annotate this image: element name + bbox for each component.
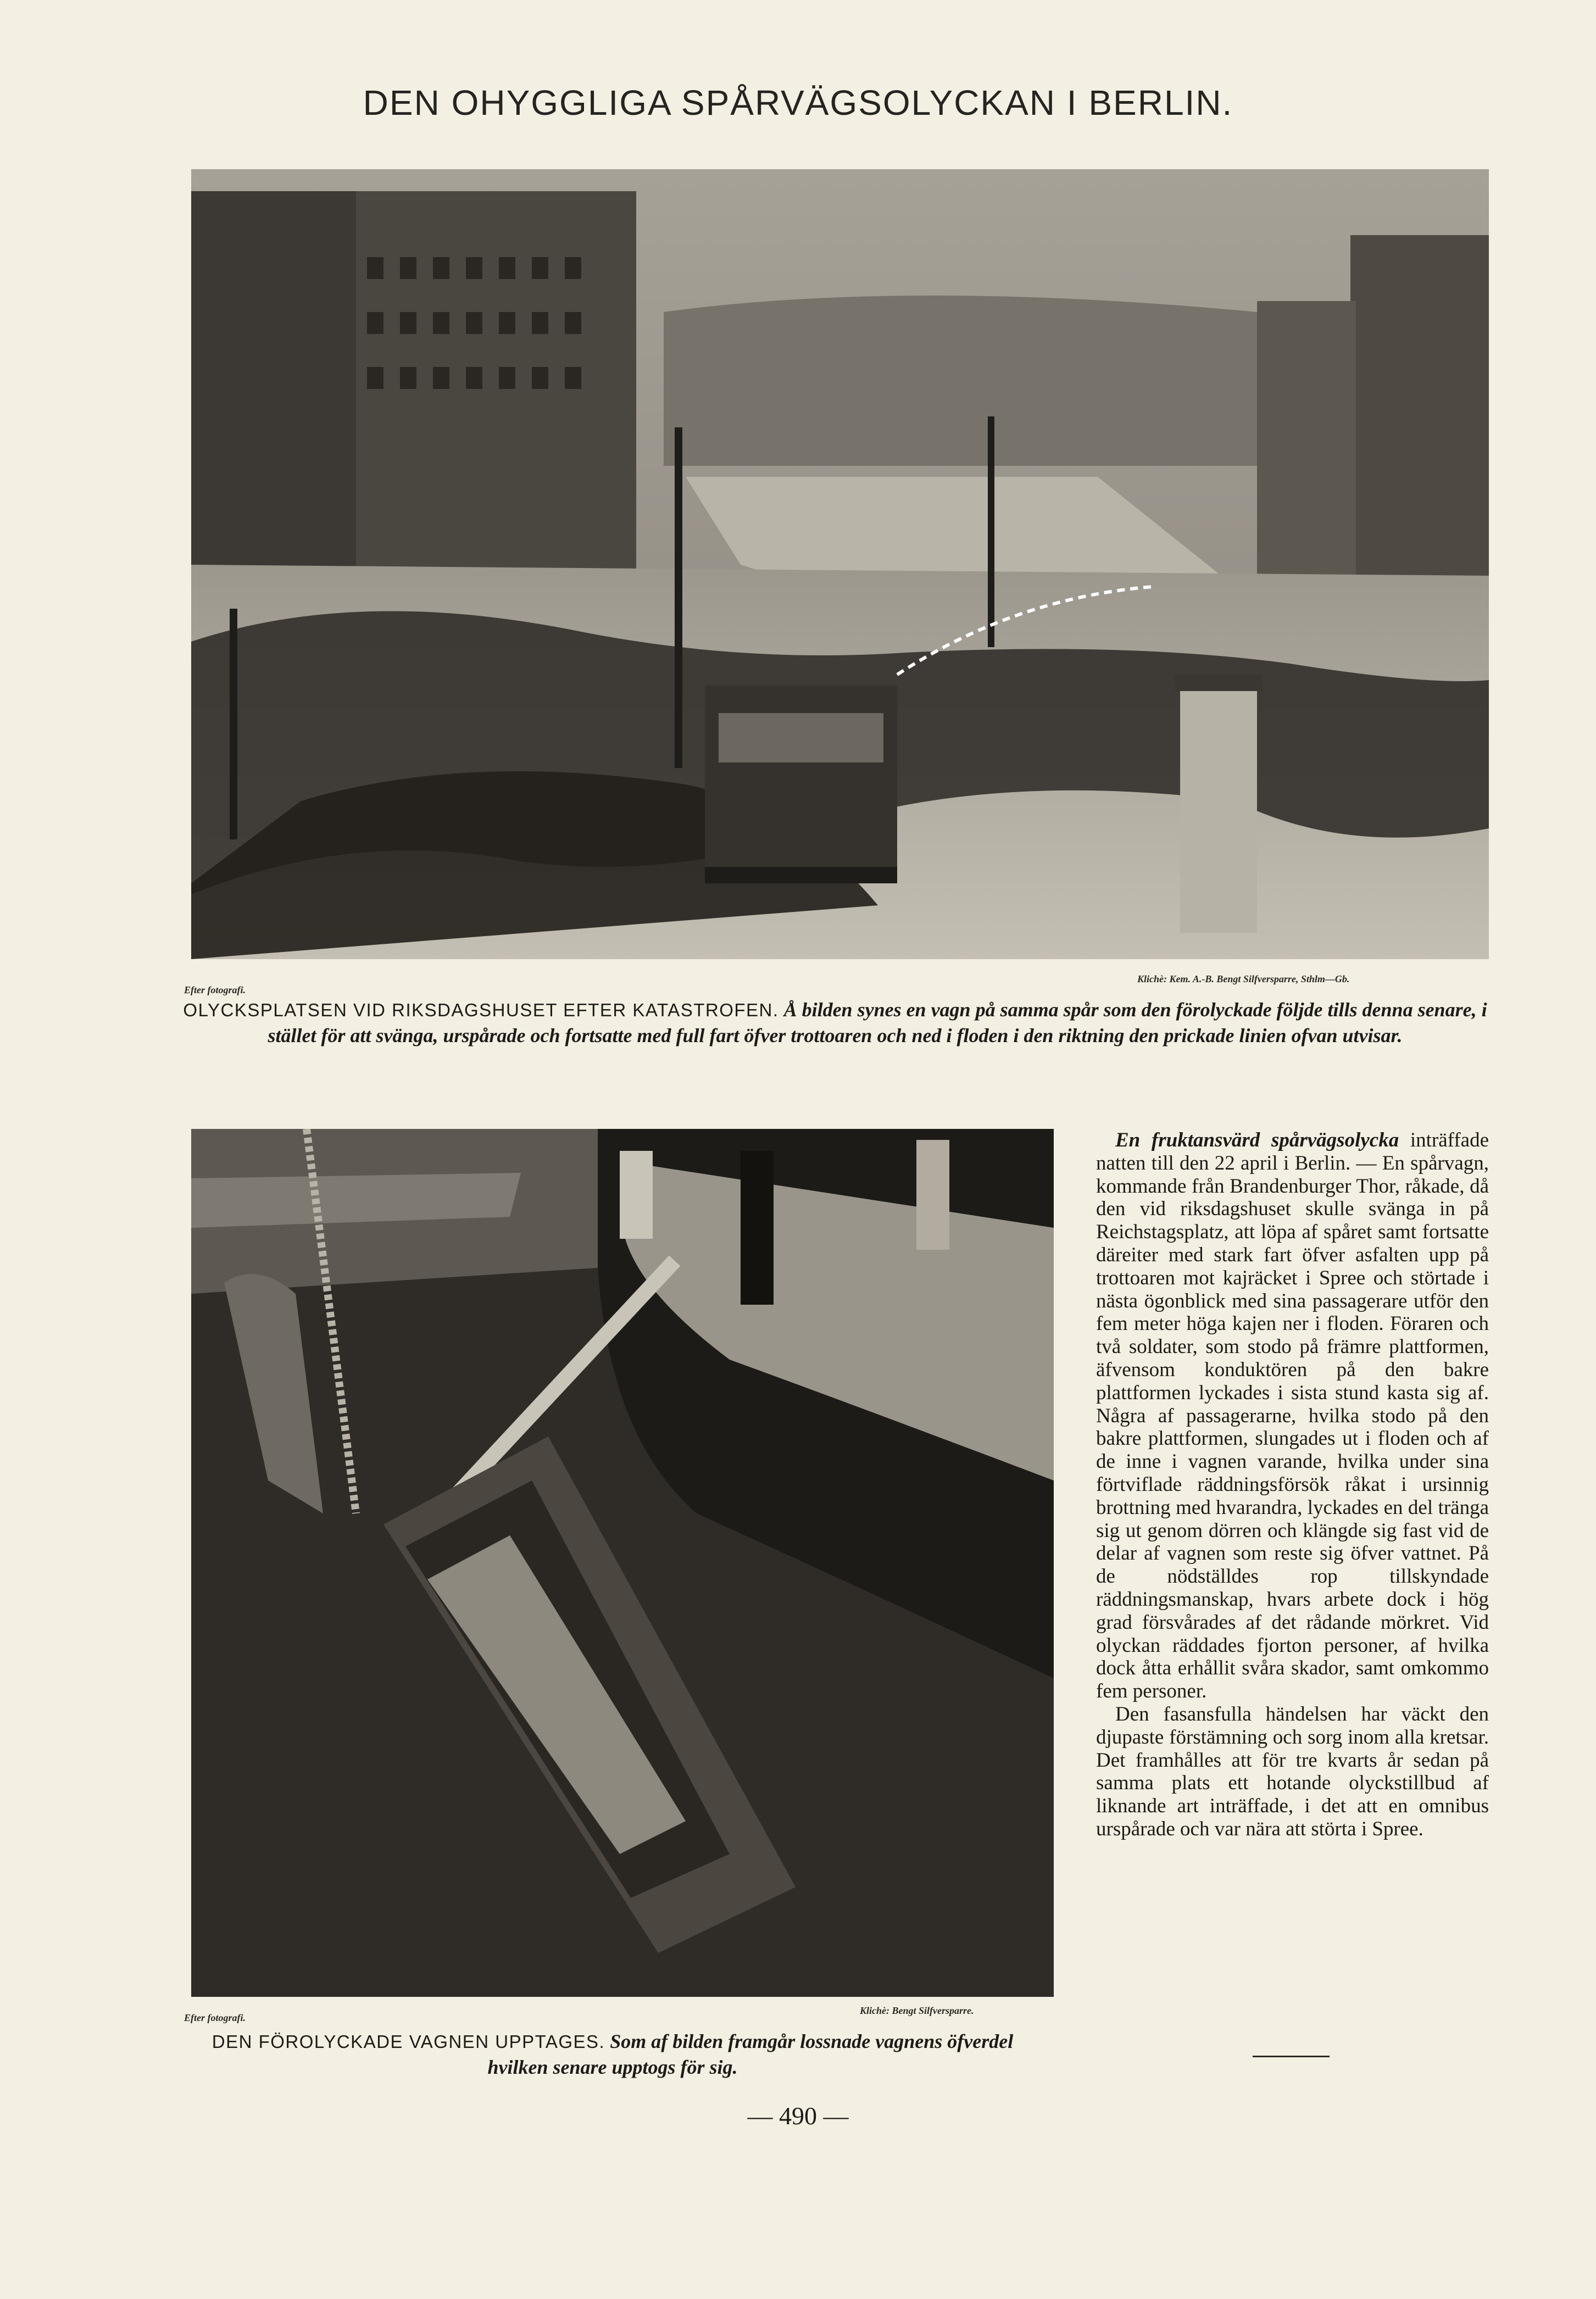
photo-accident-site	[191, 169, 1489, 959]
photo-credit-right-bottom: Klichè: Bengt Silfversparre.	[860, 2005, 974, 2016]
bottom-photo-caption	[181, 2029, 1044, 2080]
photo-wreck-recovery	[191, 1129, 1054, 1997]
photo-credit-left-bottom: Efter fotografi.	[184, 2012, 246, 2023]
bottom-caption-heading: DEN FÖROLYCKADE VAGNEN UPPTAGES.	[212, 2031, 605, 2052]
photo-credit-left-top: Efter fotografi.	[184, 984, 246, 995]
article-end-rule	[1253, 2056, 1330, 2057]
bottom-caption-text: Som af bilden framgår lossnade vagnens öfverdel hvilken senare upptogs för sig.	[487, 2030, 1014, 2078]
article-lead: En fruktansvärd spårvägsolycka	[1115, 1129, 1399, 1151]
article-paragraph-1	[1096, 1129, 1489, 1703]
top-photo-caption	[181, 997, 1489, 1049]
article-paragraph-1-text: inträffade natten till den 22 april i Berlin. — En spårvagn, kommande från Brandenburger Thor, råkade, då den vid riksdagshuset skulle svänga in på Reichstagsplatz, att löpa af spåret samt fortsatte däreiter med stark fart öfver asfalten upp på trottoaren mot kajräcket i Spree och störtade i nästa ögonblick med sina passagerare utför den fem meter höga kajen ner i floden. Föraren och två soldater, som stodo på främre plattformen, äfvensom konduktören på den bakre plattformen lyckades i sista stund kasta sig af. Några af passagerarne, hvilka stodo på den bakre plattformen, slungades ut i floden och af de inne i vagnen varande, hvilka under sina förtviflade räddningsförsök råkat i ursinnig brottning med hvarandra, lyckades en del tränga sig ut genom dörren och klängde sig fast vid de delar af vagnen som reste sig öfver vattnet. På de nödställdes rop tillskyndade räddningsmanskap, hvars arbete dock i hög grad försvårades af det rådande mörkret. Vid olyckan räddades fjorton personer, af hvilka dock åtta erhållit svåra skador, samt omkommo fem personer.	[1096, 1129, 1489, 1703]
page-title: DEN OHYGGLIGA SPÅRVÄGSOLYCKAN I BERLIN.	[363, 83, 1233, 123]
top-caption-heading: OLYCKSPLATSEN VID RIKSDAGSHUSET EFTER KATASTROFEN.	[183, 1000, 779, 1020]
photo-credit-right-top: Klichè: Kem. A.-B. Bengt Silfversparre, Sthlm—Gb.	[1137, 973, 1350, 984]
top-caption-text: Å bilden synes en vagn på samma spår som den förolyckade följde tills denna senare, i stället för att svänga, urspårade och fortsatte med full fart öfver trottoaren och ned i floden i den riktning den prickade linien ofvan utvisar.	[268, 999, 1487, 1046]
article-column	[1096, 1129, 1489, 1841]
page-number: — 490 —	[747, 2102, 849, 2130]
article-paragraph-2: Den fasansfulla händelsen har väckt den djupaste förstämning och sorg inom alla kretsar. Det framhålles att för tre kvarts år sedan på samma plats ett hotande olyckstillbud af liknande art inträffade, i det att en omnibus urspårade och var nära att störta i Spree.	[1096, 1702, 1489, 1840]
